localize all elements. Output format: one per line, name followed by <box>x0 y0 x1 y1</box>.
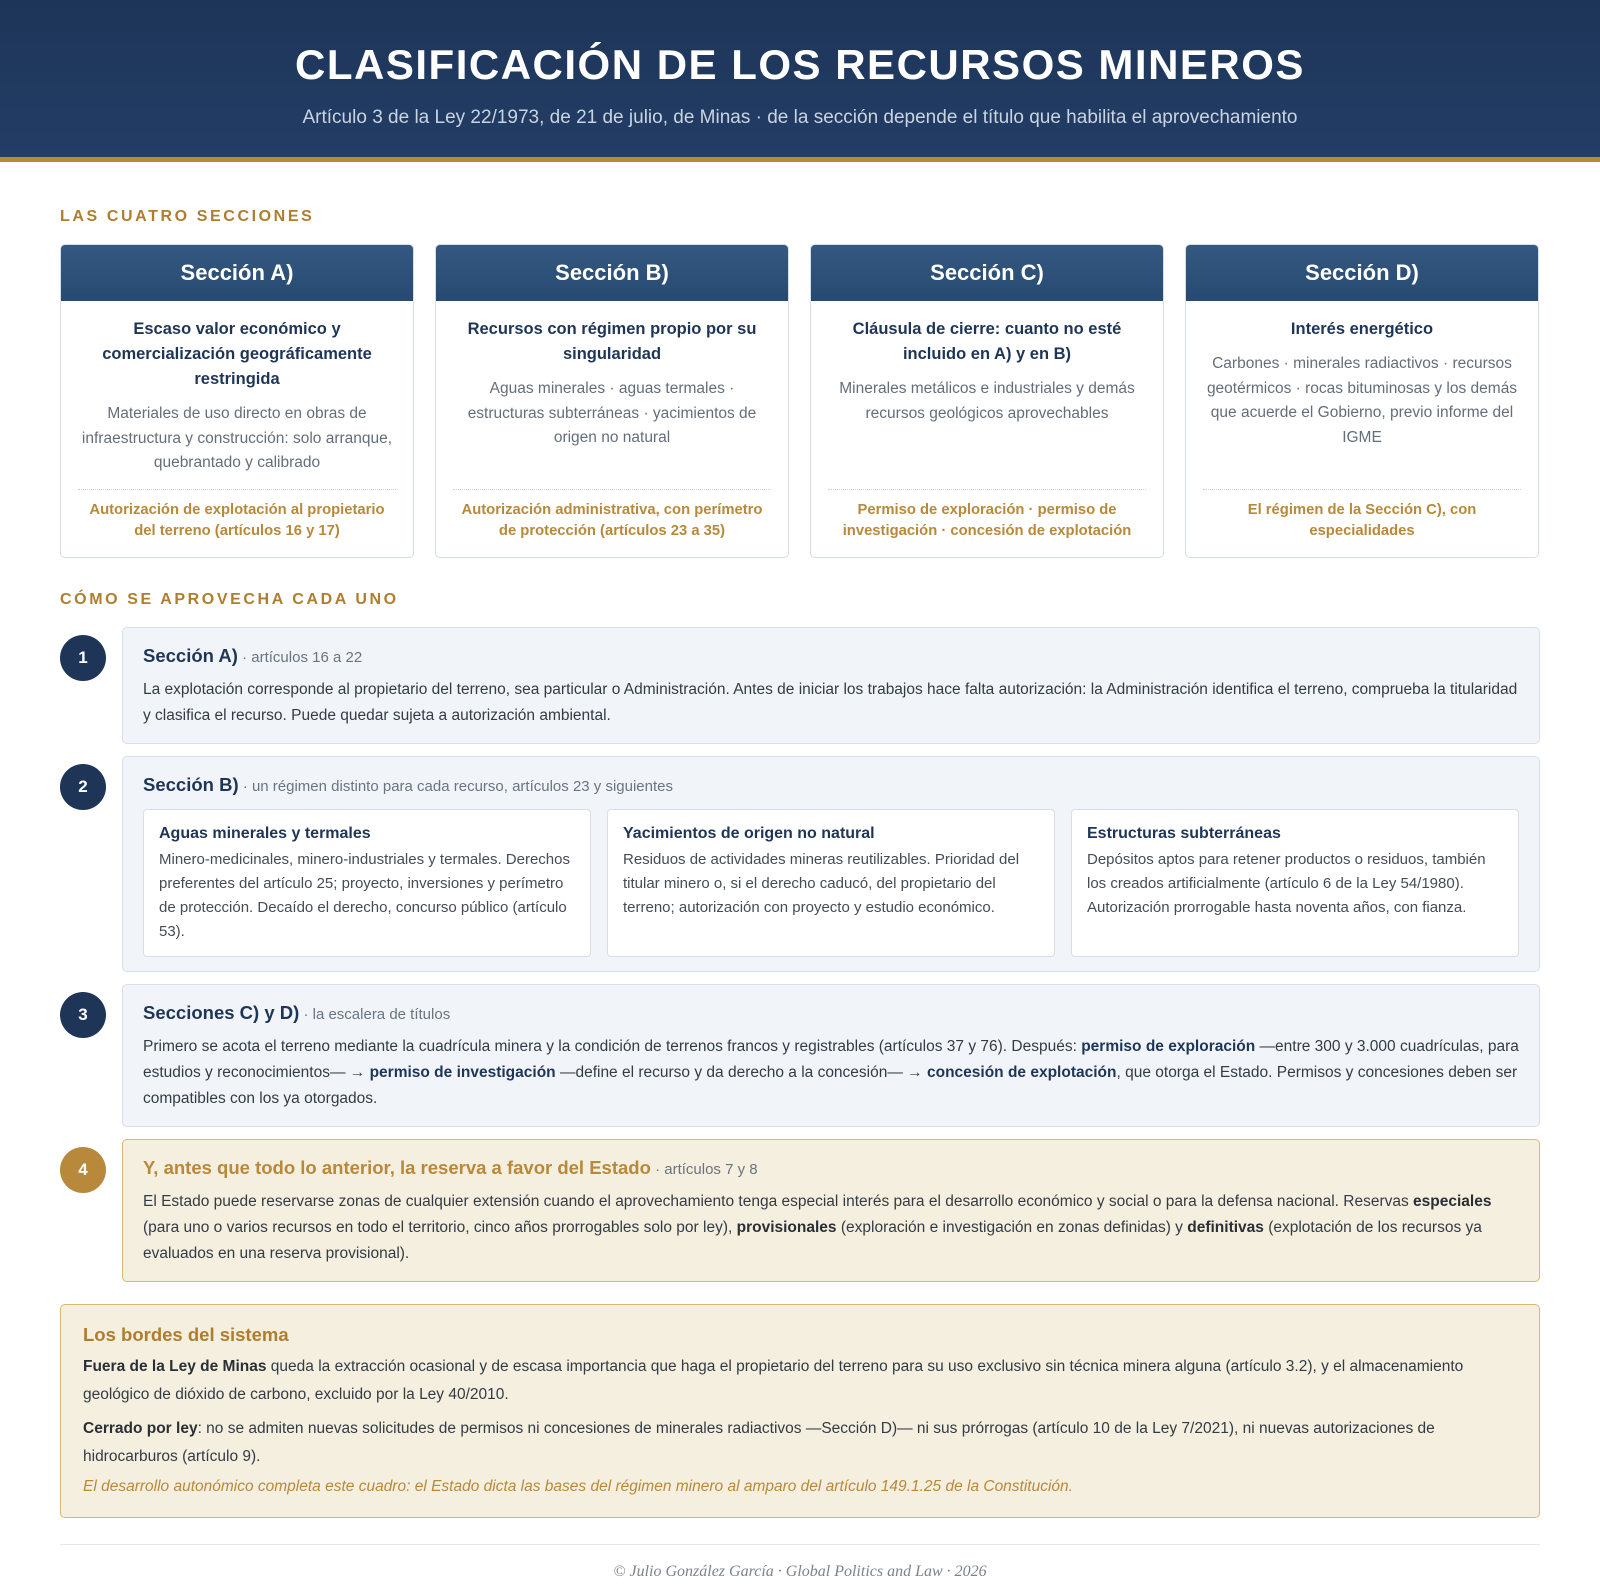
bold-term: Cerrado por ley <box>83 1420 198 1437</box>
step-text: La explotación corresponde al propietario del terreno, sea particular o Administración. Antes de iniciar los trabajos hace falta autorización: la Administración identifica el terreno, comprueba la titularidad y clasifica el recurso. Puede quedar sujeta a autorización ambiental. <box>143 681 1518 724</box>
text-run: queda la extracción ocasional y de escasa importancia que haga el propietario del terreno para su uso exclusivo sin técnica minera alguna (artículo 3.2), y el almacenamiento geológico de dióxido de carbono, excluido por la Ley 40/2010. <box>83 1358 1464 1403</box>
card-body <box>436 301 788 557</box>
steps-list <box>60 627 1540 1282</box>
card-lead: Interés energético <box>1290 320 1434 338</box>
step-title-text: Sección B) <box>143 774 239 795</box>
subcard-title: Estructuras subterráneas <box>1087 825 1281 842</box>
text-run: —define el recurso y da derecho a la concesión— → <box>555 1064 927 1081</box>
step-note: · un régimen distinto para cada recurso, artículos 23 y siguientes <box>238 778 674 795</box>
bordes-box <box>60 1304 1540 1518</box>
text-run: (explotación de los recursos ya evaluados en una reserva provisional). <box>143 1219 1482 1262</box>
step-title <box>143 1156 1519 1182</box>
bold-term: Fuera de la Ley de Minas <box>83 1358 267 1375</box>
text-run: —entre 300 y 3.000 cuadrículas, para estudios y reconocimientos— → <box>143 1038 1519 1081</box>
step-note: · artículos 7 y 8 <box>650 1161 758 1178</box>
card-description: Minerales metálicos e industriales y demás recursos geológicos aprovechables <box>839 380 1135 422</box>
step-text <box>143 1189 1519 1267</box>
subcard-text: Depósitos aptos para retener productos o residuos, también los creados artificialmente (artículo 6 de la Ley 54/1980). Autorización prorrogable hasta noventa años, con fianza. <box>1087 851 1486 916</box>
step-number-badge: 4 <box>60 1147 106 1193</box>
card-lead: Recursos con régimen propio por su singularidad <box>467 320 757 363</box>
main-content <box>0 208 1600 1581</box>
step-4 <box>60 1139 1540 1282</box>
bordes-paragraph <box>83 1353 1517 1409</box>
card-title-habilitante: Autorización de explotación al propietario del terreno (artículos 16 y 17) <box>78 489 396 557</box>
card-body <box>61 301 413 557</box>
step-number-badge: 3 <box>60 992 106 1038</box>
card-lead: Escaso valor económico y comercialización geográficamente restringida <box>102 320 372 388</box>
step-panel <box>122 984 1540 1127</box>
card-title: Sección D) <box>1186 245 1538 301</box>
bold-term: provisionales <box>736 1219 837 1236</box>
card-title: Sección A) <box>61 245 413 301</box>
step-title-text: Sección A) <box>143 645 238 666</box>
card-description: Aguas minerales · aguas termales · estructuras subterráneas · yacimientos de origen no natural <box>467 380 757 446</box>
bold-term: especiales <box>1413 1193 1492 1210</box>
card-title: Sección C) <box>811 245 1163 301</box>
bold-term: permiso de investigación <box>369 1064 556 1081</box>
step-title <box>143 773 1519 799</box>
subcard-text: Residuos de actividades mineras reutilizables. Prioridad del titular minero o, si el derecho caducó, del propietario del terreno; autorización con proyecto y estudio económico. <box>623 851 1020 916</box>
card-title: Sección B) <box>436 245 788 301</box>
step-note: · artículos 16 a 22 <box>237 649 363 666</box>
page-header <box>0 0 1600 162</box>
section-card-b <box>435 244 789 558</box>
step-number-badge: 2 <box>60 764 106 810</box>
sections-heading: LAS CUATRO SECCIONES <box>60 208 315 225</box>
step-title-text: Y, antes que todo lo anterior, la reserva a favor del Estado <box>143 1157 651 1178</box>
step-3 <box>60 984 1540 1127</box>
section-card-c <box>810 244 1164 558</box>
page-title: CLASIFICACIÓN DE LOS RECURSOS MINEROS <box>295 41 1305 88</box>
step-title <box>143 1001 1519 1027</box>
card-lead: Cláusula de cierre: cuanto no esté incluido en A) y en B) <box>852 320 1122 363</box>
step-1 <box>60 627 1540 744</box>
step-panel-highlight <box>122 1139 1540 1282</box>
subcard-estructuras <box>1071 809 1519 957</box>
resource-subcards <box>143 809 1519 957</box>
step-note: · la escalera de títulos <box>299 1006 451 1023</box>
bordes-title: Los bordes del sistema <box>83 1324 289 1345</box>
subcard-aguas <box>143 809 591 957</box>
card-description: Carbones · minerales radiactivos · recursos geotérmicos · rocas bituminosas y los demás que acuerde el Gobierno, previo informe del IGME <box>1206 355 1518 446</box>
card-description: Materiales de uso directo en obras de infraestructura y construcción: solo arranque, quebrantado y calibrado <box>81 405 393 471</box>
subcard-yacimientos <box>607 809 1055 957</box>
section-card-a <box>60 244 414 558</box>
howto-heading: CÓMO SE APROVECHA CADA UNO <box>60 591 399 608</box>
bordes-paragraph <box>83 1415 1517 1471</box>
page-footer: © Julio González García · Global Politics and Law · 2026 <box>60 1544 1540 1581</box>
subcard-title: Yacimientos de origen no natural <box>623 825 875 842</box>
text-run: (para uno o varios recursos en todo el territorio, cinco años prorrogables solo por ley), <box>143 1219 737 1236</box>
text-run: , que otorga el Estado. Permisos y concesiones deben ser compatibles con los ya otorgados. <box>143 1064 1518 1107</box>
subcard-text: Minero-medicinales, minero-industriales y termales. Derechos preferentes del artículo 25; proyecto, inversiones y perímetro de protección. Decaído el derecho, concurso público (artículo 53). <box>159 851 570 940</box>
step-number-badge: 1 <box>60 635 106 681</box>
step-text <box>143 1034 1519 1112</box>
card-title-habilitante: El régimen de la Sección C), con especialidades <box>1203 489 1521 557</box>
text-run: Primero se acota el terreno mediante la cuadrícula minera y la condición de terrenos francos y registrables (artículos 37 y 76). Después: <box>143 1038 1082 1055</box>
card-body <box>1186 301 1538 557</box>
card-title-habilitante: Autorización administrativa, con perímetro de protección (artículos 23 a 35) <box>453 489 771 557</box>
bold-term: permiso de exploración <box>1081 1038 1256 1055</box>
section-cards <box>60 244 1540 558</box>
text-run: : no se admiten nuevas solicitudes de permisos ni concesiones de minerales radiactivos —Sección D)— ni sus prórrogas (artículo 10 de la Ley 7/2021), ni nuevas autorizaciones de hidrocarburos (artículo 9). <box>83 1420 1435 1465</box>
card-body <box>811 301 1163 557</box>
step-panel <box>122 627 1540 744</box>
bold-term: definitivas <box>1187 1219 1264 1236</box>
step-title <box>143 644 1519 670</box>
text-run: El Estado puede reservarse zonas de cualquier extensión cuando el aprovechamiento tenga especial interés para el desarrollo económico y social o para la defensa nacional. Reservas <box>143 1193 1414 1210</box>
page-subtitle: Artículo 3 de la Ley 22/1973, de 21 de julio, de Minas · de la sección depende el título que habilita el aprovechamiento <box>302 107 1298 128</box>
card-title-habilitante: Permiso de exploración · permiso de investigación · concesión de explotación <box>828 489 1146 557</box>
bold-term: concesión de explotación <box>926 1064 1117 1081</box>
bordes-note: El desarrollo autonómico completa este cuadro: el Estado dicta las bases del régimen minero al amparo del artículo 149.1.25 de la Constitución. <box>83 1478 1073 1495</box>
step-2 <box>60 756 1540 972</box>
subcard-title: Aguas minerales y termales <box>159 825 371 842</box>
step-title-text: Secciones C) y D) <box>143 1002 300 1023</box>
step-panel <box>122 756 1540 972</box>
section-card-d <box>1185 244 1539 558</box>
text-run: (exploración e investigación en zonas definidas) y <box>836 1219 1188 1236</box>
